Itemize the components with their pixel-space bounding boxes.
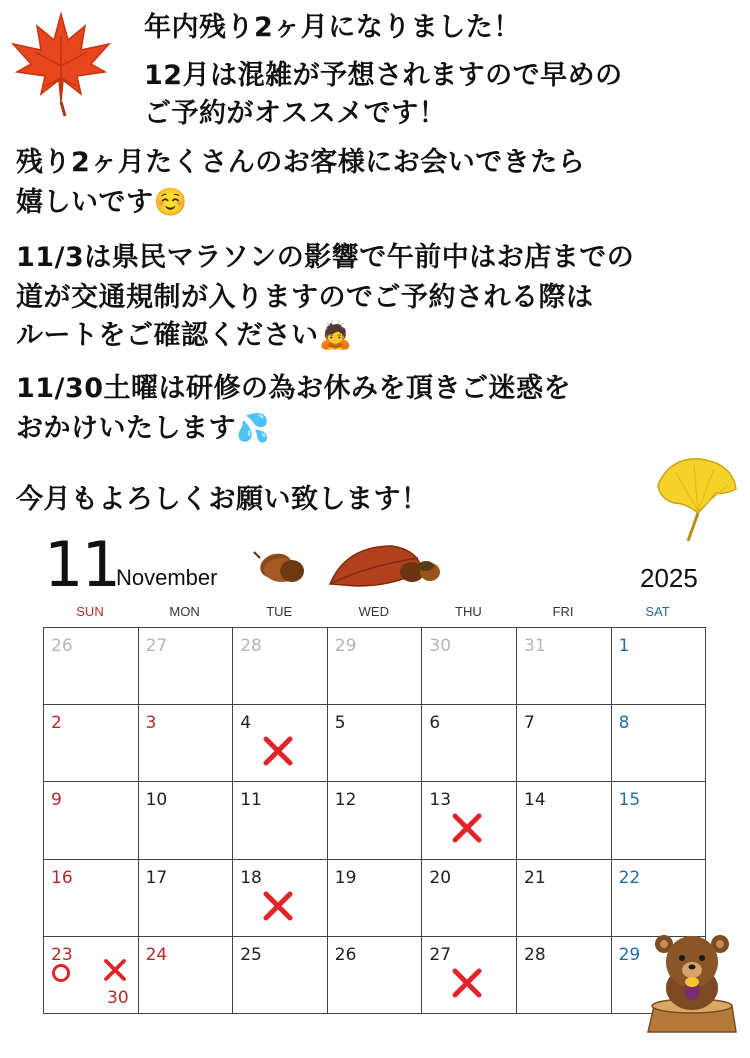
day-number: 13 [429, 790, 452, 811]
day-number: 27 [429, 944, 452, 965]
calendar-day-cell [138, 936, 234, 1014]
calendar-day-cell [327, 936, 423, 1014]
acorn-icon [252, 546, 312, 586]
closed-x-mark [103, 958, 127, 982]
day-number: 1 [618, 636, 630, 656]
message-line-11: 今月もよろしくお願い致します！ [16, 484, 429, 515]
maple-leaf-icon [5, 6, 117, 118]
calendar-day-cell [421, 936, 517, 1014]
calendar-day-cell [327, 704, 423, 782]
day-number: 30 [429, 636, 452, 656]
calendar-day-cell [43, 627, 139, 705]
calendar-day-cell [611, 781, 707, 859]
calendar-day-cell [232, 936, 328, 1014]
day-number: 27 [145, 636, 168, 656]
day-number: 24 [145, 944, 168, 965]
day-number: 25 [240, 944, 262, 965]
calendar-day-cell [43, 936, 139, 1014]
calendar-day-cell [138, 704, 234, 782]
day-number: 9 [51, 790, 62, 811]
day-number: 28 [240, 636, 262, 656]
day-number: 22 [618, 867, 641, 888]
day-number: 15 [618, 790, 641, 811]
message-line-1: 年内残り2ヶ月になりました！ [144, 12, 521, 43]
day-number: 6 [429, 713, 441, 734]
day-number: 8 [618, 713, 630, 734]
weekday-sat: SAT [645, 604, 670, 619]
day-number: 23 [51, 944, 73, 965]
month-number: 11 [44, 528, 119, 601]
closed-x-mark [451, 812, 483, 844]
calendar-day-cell [43, 781, 139, 859]
message-line-2: 12月は混雑が予想されますので早めの [144, 60, 623, 91]
month-name: November [116, 565, 218, 590]
day-number: 16 [51, 867, 73, 888]
day-number: 21 [524, 867, 546, 888]
day-number: 20 [429, 867, 452, 888]
bear-on-stump-icon [644, 928, 742, 1036]
message-line-9: 11/30土曜は研修の為お休みを頂きご迷惑を [16, 373, 572, 404]
day-number: 26 [334, 944, 357, 965]
calendar-day-cell [421, 781, 517, 859]
message-line-6: 11/3は県民マラソンの影響で午前中はお店までの [16, 242, 635, 273]
day-number: 14 [524, 790, 546, 811]
calendar-day-cell [327, 627, 423, 705]
weekday-wed: WED [358, 604, 389, 619]
day-number: 5 [334, 713, 346, 734]
weekday-mon: MON [169, 604, 200, 619]
day-number: 19 [334, 867, 357, 888]
closed-x-mark [262, 735, 294, 767]
message-line-10: おかけいたします💦 [16, 413, 271, 444]
day-number: 17 [145, 867, 168, 888]
calendar-day-cell [516, 781, 612, 859]
calendar-day-cell [232, 859, 328, 937]
message-line-7: 道が交通規制が入りますのでご予約される際は [16, 282, 594, 313]
calendar-day-cell [611, 627, 707, 705]
day-number: 29 [618, 944, 641, 965]
calendar-day-cell [611, 704, 707, 782]
extra-day-number: 30 [107, 987, 129, 1008]
calendar-day-cell [138, 859, 234, 937]
day-number: 4 [240, 713, 252, 734]
day-number: 10 [145, 790, 168, 811]
calendar-day-cell [421, 859, 517, 937]
day-number: 28 [524, 944, 546, 965]
day-number: 12 [334, 790, 357, 811]
closed-x-mark [262, 890, 294, 922]
autumn-leaf-acorn-icon [326, 540, 442, 590]
calendar-day-cell [43, 859, 139, 937]
weekday-sun: SUN [76, 604, 104, 619]
weekday-fri: FRI [552, 604, 574, 619]
message-line-5: 嬉しいです☺️ [16, 187, 188, 218]
day-number: 3 [145, 713, 157, 734]
message-line-3: ご予約がオススメです！ [144, 98, 447, 129]
calendar-day-cell [516, 627, 612, 705]
message-line-8: ルートをご確認ください🙇 [16, 320, 353, 351]
calendar-day-cell [516, 704, 612, 782]
calendar-day-cell [516, 936, 612, 1014]
day-number: 29 [334, 636, 357, 656]
calendar-grid [43, 627, 705, 1013]
year: 2025 [640, 563, 698, 593]
day-number: 26 [51, 636, 73, 656]
day-number: 2 [51, 713, 62, 734]
weekday-thu: THU [455, 604, 482, 619]
ginkgo-leaf-icon [650, 455, 740, 545]
calendar-day-cell [611, 859, 707, 937]
day-number: 18 [240, 867, 262, 888]
calendar-day-cell [43, 704, 139, 782]
calendar-day-cell [232, 627, 328, 705]
day-number: 11 [240, 790, 262, 811]
calendar-day-cell [232, 704, 328, 782]
calendar-day-cell [421, 704, 517, 782]
message-line-4: 残り2ヶ月たくさんのお客様にお会いできたら [16, 147, 586, 178]
calendar-day-cell [138, 627, 234, 705]
open-circle-mark [51, 963, 71, 983]
calendar-day-cell [138, 781, 234, 859]
calendar-day-cell [232, 781, 328, 859]
calendar-day-cell [516, 859, 612, 937]
calendar-day-cell [421, 627, 517, 705]
calendar-day-cell [327, 781, 423, 859]
day-number: 7 [524, 713, 535, 734]
closed-x-mark [451, 967, 483, 999]
calendar-day-cell [327, 859, 423, 937]
day-number: 31 [524, 636, 546, 656]
weekday-tue: TUE [266, 604, 293, 619]
